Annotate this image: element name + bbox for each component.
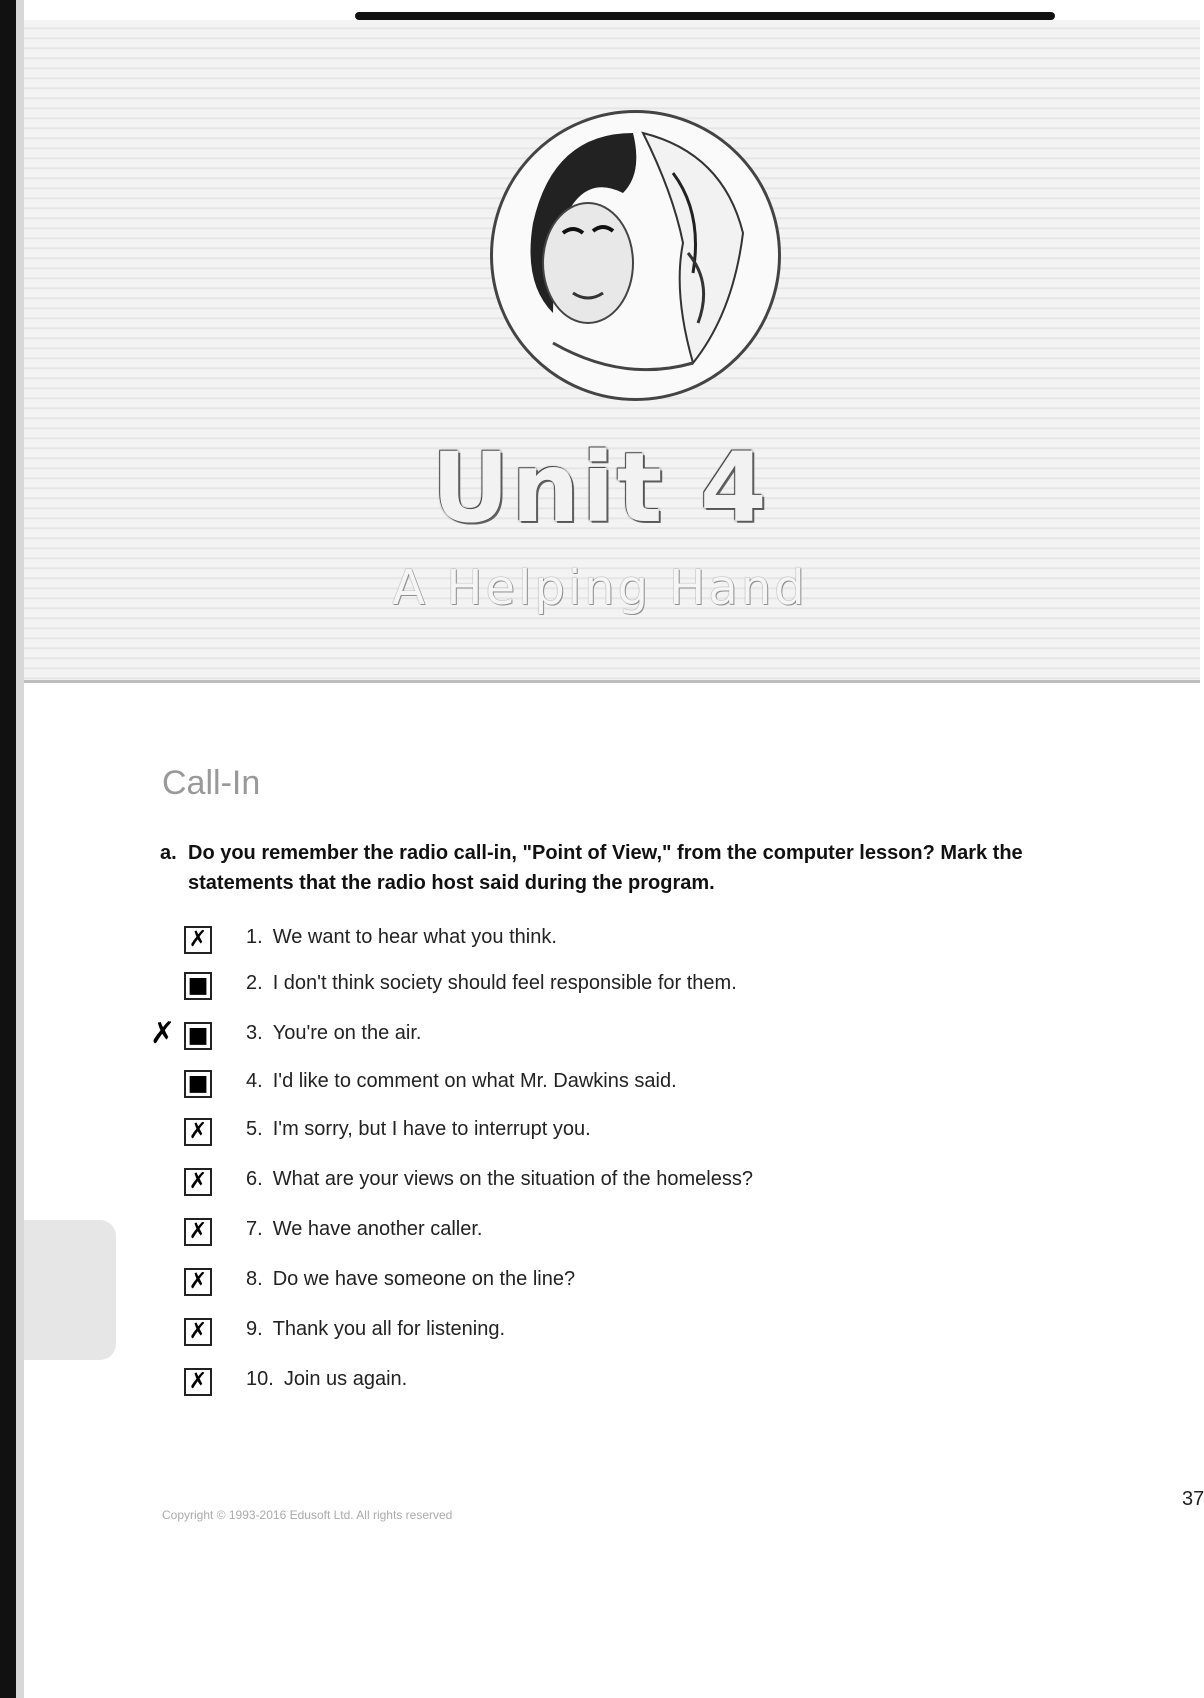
statement-text	[246, 1118, 591, 1141]
checkbox[interactable]: ✗	[184, 1218, 212, 1246]
statement-number: 9.	[246, 1318, 263, 1340]
top-edge-line	[355, 12, 1055, 20]
instruction-label: a.	[160, 842, 177, 864]
copyright-notice: Copyright © 1993-2016 Edusoft Ltd. All rights reserved	[162, 1508, 453, 1522]
statement-number: 10.	[246, 1368, 274, 1390]
checkbox[interactable]: ✗	[184, 1168, 212, 1196]
statement-item	[150, 1068, 1050, 1102]
statement-label: Join us again.	[283, 1368, 408, 1390]
statement-label: I'm sorry, but I have to interrupt you.	[272, 1118, 591, 1140]
statement-text	[246, 1318, 505, 1341]
statement-text	[246, 972, 737, 995]
handwritten-x-mark: ✗	[150, 1016, 176, 1051]
checkbox[interactable]: ✗	[184, 1368, 212, 1396]
statement-label: Do we have someone on the line?	[272, 1268, 576, 1290]
unit-subtitle: A Helping Hand	[392, 560, 808, 616]
checkbox[interactable]: ✗	[184, 926, 212, 954]
statement-text	[246, 1218, 482, 1241]
exercise-instruction	[160, 838, 1120, 898]
statement-label: Thank you all for listening.	[272, 1318, 506, 1340]
statement-item	[150, 1366, 1050, 1400]
statement-number: 2.	[246, 972, 263, 994]
statement-item	[150, 924, 1050, 958]
statement-number: 7.	[246, 1218, 263, 1240]
unit-photo	[490, 110, 781, 401]
statement-number: 1.	[246, 926, 263, 948]
statement-number: 8.	[246, 1268, 263, 1290]
statement-item	[150, 1266, 1050, 1300]
statement-text	[246, 1268, 575, 1291]
statement-item	[150, 1116, 1050, 1150]
statement-label: I'd like to comment on what Mr. Dawkins said.	[272, 1070, 677, 1092]
statement-number: 6.	[246, 1168, 263, 1190]
statement-text	[246, 1368, 407, 1391]
checkbox[interactable]: ■	[184, 1070, 212, 1098]
instruction-line-1: Do you remember the radio call-in, "Point of View," from the computer lesson? Mark the	[188, 842, 1023, 864]
checkbox[interactable]: ■	[184, 1022, 212, 1050]
statement-label: What are your views on the situation of the homeless?	[272, 1168, 753, 1190]
statement-text	[246, 926, 557, 949]
unit-title: Unit 4	[431, 432, 769, 544]
checkbox[interactable]: ✗	[184, 1118, 212, 1146]
statement-label: I don't think society should feel responsible for them.	[272, 972, 737, 994]
page-side-tab	[24, 1220, 116, 1360]
page-number: 37	[1182, 1488, 1204, 1510]
checkbox[interactable]: ✗	[184, 1318, 212, 1346]
section-title: Call-In	[162, 764, 261, 802]
left-binding-edge	[0, 0, 16, 1698]
statement-text	[246, 1022, 421, 1045]
statement-item	[150, 1316, 1050, 1350]
statement-number: 3.	[246, 1022, 263, 1044]
checkbox[interactable]: ■	[184, 972, 212, 1000]
statement-label: We have another caller.	[272, 1218, 483, 1240]
woman-portrait-icon	[493, 113, 778, 398]
instruction-line-2: statements that the radio host said during the program.	[188, 872, 715, 894]
checkbox[interactable]: ✗	[184, 1268, 212, 1296]
statement-item	[150, 1216, 1050, 1250]
statement-label: We want to hear what you think.	[272, 926, 557, 948]
left-margin-strip	[16, 0, 24, 1698]
statement-label: You're on the air.	[272, 1022, 422, 1044]
statement-number: 4.	[246, 1070, 263, 1092]
statement-text	[246, 1070, 677, 1093]
statement-number: 5.	[246, 1118, 263, 1140]
statement-item	[150, 970, 1050, 1004]
statement-item	[150, 1016, 1050, 1054]
statement-item	[150, 1166, 1050, 1200]
statement-text	[246, 1168, 753, 1191]
